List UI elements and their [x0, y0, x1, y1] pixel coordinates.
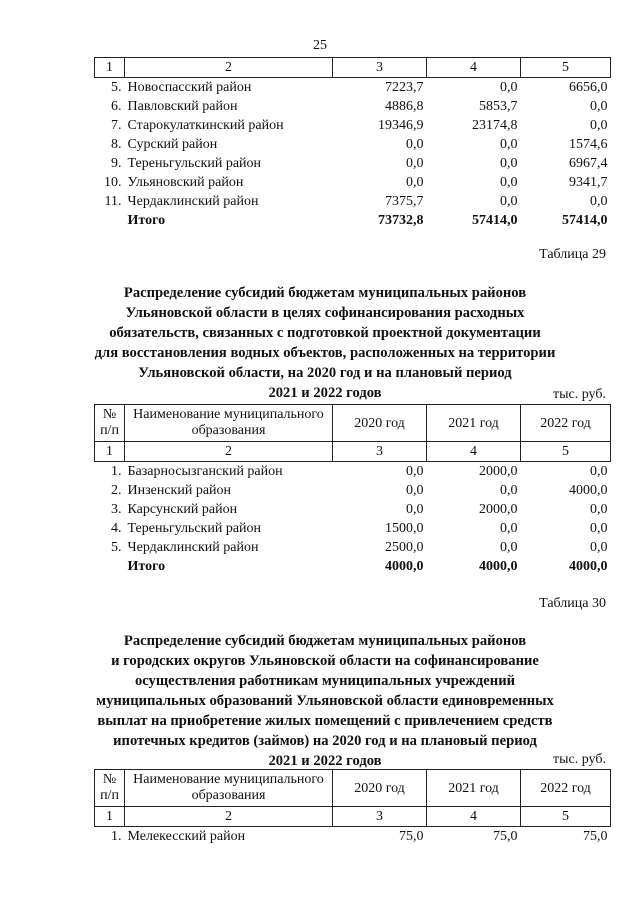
column-number-row: 1 2 3 4 5: [95, 807, 611, 827]
value-2021: 0,0: [500, 483, 518, 498]
table-29-title: [80, 283, 570, 403]
row-number: 11.: [104, 194, 122, 209]
value-2021: 0,0: [500, 175, 518, 190]
title-line: ипотечных кредитов (займов) на 2020 год и на плановый период: [113, 733, 537, 749]
table-row: [95, 827, 611, 847]
row-number: 4.: [111, 521, 122, 536]
title-line: обязательств, связанных с подготовкой проектной документации: [109, 325, 541, 341]
row-number: 3.: [111, 502, 122, 517]
row-number: 10.: [104, 175, 122, 190]
row-number: 5.: [111, 80, 122, 95]
column-number-row: 1 2 3 4 5: [95, 58, 611, 78]
row-number: 1.: [111, 829, 122, 844]
table-row: [95, 519, 611, 538]
value-2022: 0,0: [590, 540, 608, 555]
table-29-caption: Таблица 29: [539, 247, 606, 262]
title-line: Распределение субсидий бюджетам муниципальных районов: [123, 633, 527, 649]
value-2021: 0,0: [500, 80, 518, 95]
value-2020: 0,0: [406, 483, 424, 498]
row-number: 6.: [111, 99, 122, 114]
table-header-row: № п/п Наименование муниципального образования 2020 год 2021 год 2022 год: [95, 405, 611, 442]
district-name: Сурский район: [127, 137, 218, 152]
total-2021: 57414,0: [472, 213, 518, 228]
value-2022: 1574,6: [569, 137, 608, 152]
value-2022: 0,0: [590, 521, 608, 536]
value-2021: 0,0: [500, 156, 518, 171]
value-2021: 0,0: [500, 194, 518, 209]
total-2020: 73732,8: [378, 213, 424, 228]
value-2022: 9341,7: [569, 175, 608, 190]
table-30: [94, 769, 611, 846]
value-2020: 7375,7: [385, 194, 424, 209]
table-row: [95, 154, 611, 173]
value-2020: 2500,0: [385, 540, 424, 555]
table-row: [95, 173, 611, 192]
district-name: Новоспасский район: [127, 80, 252, 95]
row-number: 7.: [111, 118, 122, 133]
district-name: Инзенский район: [127, 483, 232, 498]
value-2022: 75,0: [583, 829, 608, 844]
row-number: 5.: [111, 540, 122, 555]
value-2022: 0,0: [590, 502, 608, 517]
total-2022: 57414,0: [562, 213, 608, 228]
value-2022: 4000,0: [569, 483, 608, 498]
value-2022: 0,0: [590, 99, 608, 114]
title-line: для восстановления водных объектов, расположенных на территории: [94, 345, 556, 361]
value-2020: 7223,7: [385, 80, 424, 95]
title-line: 2021 и 2022 годов: [268, 385, 382, 401]
table-row: [95, 481, 611, 500]
total-2022: 4000,0: [569, 559, 608, 574]
table-row: [95, 462, 611, 482]
row-number: 1.: [111, 464, 122, 479]
value-2022: 6967,4: [569, 156, 608, 171]
total-2021: 4000,0: [479, 559, 518, 574]
district-name: Ульяновский район: [127, 175, 244, 190]
value-2021: 0,0: [500, 540, 518, 555]
row-number: 8.: [111, 137, 122, 152]
value-2022: 0,0: [590, 194, 608, 209]
district-name: Старокулаткинский район: [127, 118, 284, 133]
value-2020: 4886,8: [385, 99, 424, 114]
value-2020: 0,0: [406, 175, 424, 190]
value-2022: 6656,0: [569, 80, 608, 95]
table-row: [95, 78, 611, 98]
district-name: Базарносызганский район: [127, 464, 283, 479]
table-header-row: № п/п Наименование муниципального образования 2020 год 2021 год 2022 год: [95, 770, 611, 807]
total-label: Итого: [127, 213, 166, 228]
table-30-caption: Таблица 30: [539, 596, 606, 611]
table-row: [95, 500, 611, 519]
table-row: [95, 538, 611, 557]
value-2021: 75,0: [493, 829, 518, 844]
row-number: 2.: [111, 483, 122, 498]
title-line: 2021 и 2022 годов: [268, 753, 382, 769]
column-number-row: 1 2 3 4 5: [95, 442, 611, 462]
table-row: [95, 192, 611, 211]
total-row: [95, 557, 611, 576]
title-line: осуществления работникам муниципальных учреждений: [134, 673, 516, 689]
value-2020: 75,0: [399, 829, 424, 844]
table-30-unit: тыс. руб.: [553, 752, 606, 767]
value-2021: 2000,0: [479, 464, 518, 479]
total-row: [95, 211, 611, 230]
district-name: Павловский район: [127, 99, 238, 114]
district-name: Мелекесский район: [127, 829, 246, 844]
value-2020: 0,0: [406, 464, 424, 479]
value-2021: 0,0: [500, 137, 518, 152]
title-line: Ульяновской области, на 2020 год и на плановый период: [138, 365, 512, 381]
table-row: [95, 116, 611, 135]
value-2021: 2000,0: [479, 502, 518, 517]
table-row: [95, 97, 611, 116]
table-row: [95, 135, 611, 154]
value-2020: 19346,9: [378, 118, 424, 133]
value-2021: 5853,7: [479, 99, 518, 114]
value-2022: 0,0: [590, 118, 608, 133]
title-line: и городских округов Ульяновской области на софинансирование: [111, 653, 539, 669]
title-line: муниципальных образований Ульяновской области единовременных: [96, 693, 554, 709]
title-line: Распределение субсидий бюджетам муниципальных районов: [123, 285, 527, 301]
value-2020: 1500,0: [385, 521, 424, 536]
table-29: [94, 404, 611, 576]
title-line: выплат на приобретение жилых помещений с привлечением средств: [97, 713, 553, 729]
value-2020: 0,0: [406, 156, 424, 171]
district-name: Карсунский район: [127, 502, 238, 517]
page-number: 25: [313, 38, 327, 53]
row-number: 9.: [111, 156, 122, 171]
total-2020: 4000,0: [385, 559, 424, 574]
value-2022: 0,0: [590, 464, 608, 479]
table-30-title: [80, 631, 570, 771]
value-2021: 0,0: [500, 521, 518, 536]
district-name: Тереньгульский район: [127, 521, 262, 536]
table-28-continuation: [94, 57, 611, 230]
district-name: Чердаклинский район: [127, 540, 259, 555]
title-line: Ульяновской области в целях софинансирования расходных: [125, 305, 525, 321]
district-name: Тереньгульский район: [127, 156, 262, 171]
total-label: Итого: [127, 559, 166, 574]
value-2020: 0,0: [406, 137, 424, 152]
table-29-unit: тыс. руб.: [553, 387, 606, 402]
district-name: Чердаклинский район: [127, 194, 259, 209]
value-2021: 23174,8: [472, 118, 518, 133]
value-2020: 0,0: [406, 502, 424, 517]
